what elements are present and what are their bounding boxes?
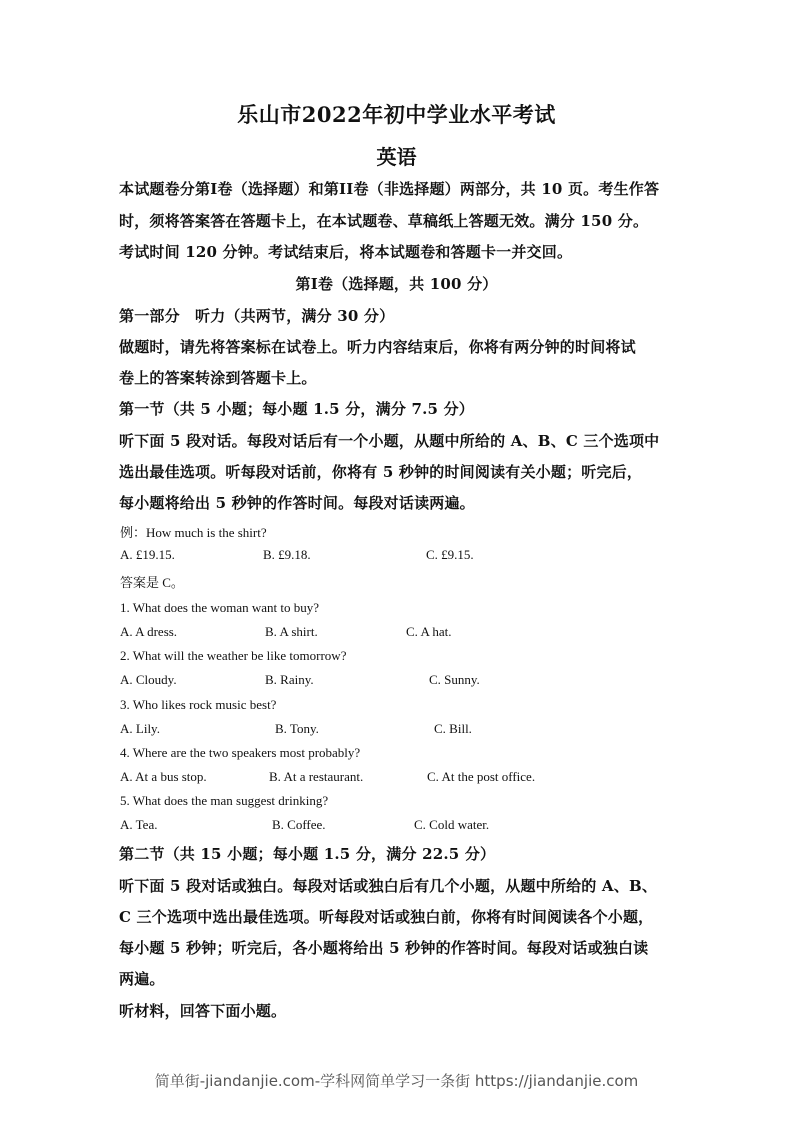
volume1-heading: 第I卷（选择题，共 100 分）	[295, 275, 498, 293]
section1-intro-line: 每小题将给出 5 秒钟的作答时间。每段对话读两遍。	[119, 494, 475, 512]
part1-intro-line: 卷上的答案转涂到答题卡上。	[119, 369, 317, 387]
instructions-line: 时，须将答案答在答题卡上，在本试题卷、草稿纸上答题无效。满分 150 分。	[119, 212, 649, 230]
question-2-option-c: C. Sunny.	[429, 672, 480, 687]
question-4-option-c: C. At the post office.	[427, 769, 536, 784]
question-3: 3. Who likes rock music best?	[120, 697, 277, 712]
example-option-a: A. £19.15.	[120, 547, 175, 562]
part1-intro-line: 做题时，请先将答案标在试卷上。听力内容结束后，你将有两分钟的时间将试	[119, 338, 636, 356]
question-4-option-b: B. At a restaurant.	[269, 769, 364, 784]
section1-intro-line: 听下面 5 段对话。每段对话后有一个小题，从题中所给的 A、B、C 三个选项中	[119, 432, 660, 450]
part1-heading: 第一部分 听力（共两节，满分 30 分）	[119, 307, 395, 325]
question-5: 5. What does the man suggest drinking?	[120, 793, 329, 808]
section2-intro-line: 听下面 5 段对话或独白。每段对话或独白后有几个小题，从题中所给的 A、B、	[119, 877, 658, 895]
example-question: 例：How much is the shirt?	[120, 525, 267, 540]
question-2-option-a: A. Cloudy.	[120, 672, 177, 687]
section1-heading: 第一节（共 5 小题；每小题 1.5 分，满分 7.5 分）	[119, 400, 474, 418]
question-4-option-a: A. At a bus stop.	[120, 769, 207, 784]
example-option-b: B. £9.18.	[263, 547, 311, 562]
question-5-option-c: C. Cold water.	[414, 817, 490, 832]
section2-intro-line: 每小题 5 秒钟；听完后，各小题将给出 5 秒钟的作答时间。每段对话或独白读	[119, 939, 649, 957]
example-option-c: C. £9.15.	[426, 547, 474, 562]
question-2-option-b: B. Rainy.	[265, 672, 314, 687]
question-5-option-b: B. Coffee.	[272, 817, 326, 832]
exam-title: 乐山市2022年初中学业水平考试	[237, 102, 556, 127]
question-3-option-b: B. Tony.	[275, 721, 319, 736]
example-answer: 答案是 C。	[120, 575, 184, 590]
section2-intro-line: 两遍。	[119, 970, 165, 988]
question-1-option-c: C. A hat.	[406, 624, 452, 639]
question-5-option-a: A. Tea.	[120, 817, 158, 832]
watermark-footer: 简单街-jiandanjie.com-学科网简单学习一条街 https://jiandanjie.com	[154, 1072, 639, 1090]
section2-prompt: 听材料，回答下面小题。	[119, 1002, 287, 1020]
question-4: 4. Where are the two speakers most probably?	[120, 745, 361, 760]
question-1-option-a: A. A dress.	[120, 624, 178, 639]
section2-heading: 第二节（共 15 小题；每小题 1.5 分，满分 22.5 分）	[119, 845, 496, 863]
instructions-line: 本试题卷分第I卷（选择题）和第II卷（非选择题）两部分，共 10 页。考生作答	[119, 180, 660, 198]
question-3-option-c: C. Bill.	[434, 721, 472, 736]
section2-intro-line: C 三个选项中选出最佳选项。听每段对话或独白前，你将有时间阅读各个小题，	[119, 908, 654, 926]
question-3-option-a: A. Lily.	[120, 721, 160, 736]
section1-intro-line: 选出最佳选项。听每段对话前，你将有 5 秒钟的时间阅读有关小题；听完后，	[119, 463, 643, 481]
instructions-line: 考试时间 120 分钟。考试结束后，将本试题卷和答题卡一并交回。	[119, 243, 573, 261]
exam-subject: 英语	[376, 145, 417, 169]
question-1: 1. What does the woman want to buy?	[120, 600, 320, 615]
question-2: 2. What will the weather be like tomorrow?	[120, 648, 347, 663]
question-1-option-b: B. A shirt.	[265, 624, 318, 639]
